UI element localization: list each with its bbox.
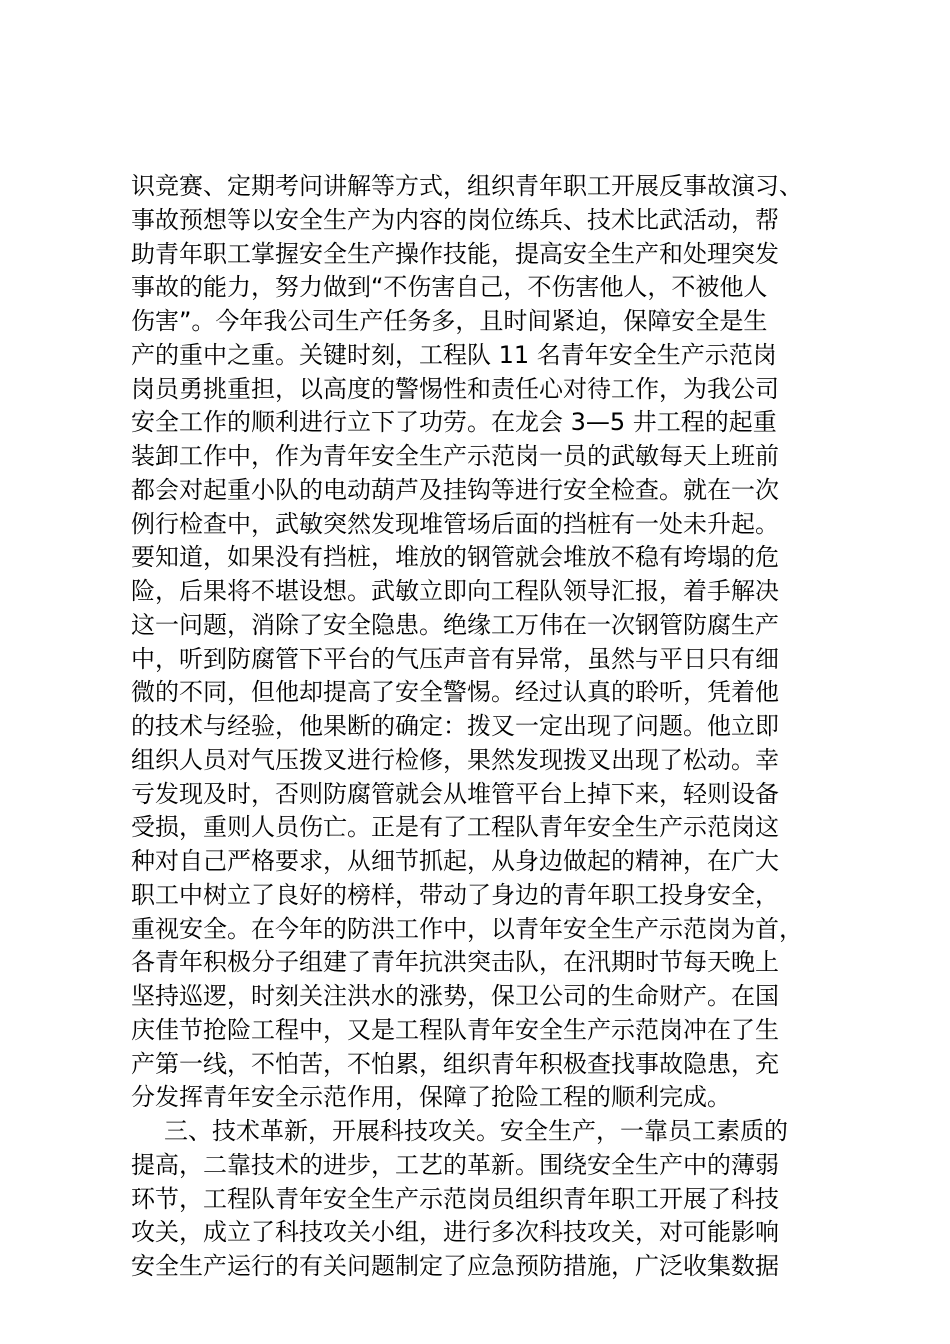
body-text (131, 170, 851, 1284)
text-line: 组织人员对气压拨叉进行检修，果然发现拨叉出现了松动。幸 (131, 745, 779, 774)
text-line: 微的不同，但他却提高了安全警惕。经过认真的聆听，凭着他 (131, 678, 779, 707)
text-line: 事故预想等以安全生产为内容的岗位练兵、技术比武活动，帮 (131, 205, 779, 234)
text-line: 攻关，成立了科技攻关小组，进行多次科技攻关，对可能影响 (131, 1218, 779, 1247)
text-line: 例行检查中，武敏突然发现堆管场后面的挡桩有一处未升起。 (131, 509, 779, 538)
text-line: 分发挥青年安全示范作用，保障了抢险工程的顺利完成。 (131, 1083, 731, 1112)
text-line: 种对自己严格要求，从细节抓起，从身边做起的精神，在广大 (131, 847, 779, 875)
text-line: 庆佳节抢险工程中，又是工程队青年安全生产示范岗冲在了生 (131, 1015, 779, 1044)
text-line: 各青年积极分子组建了青年抗洪突击队，在汛期时节每天晚上 (131, 948, 779, 977)
text-line: 都会对起重小队的电动葫芦及挂钩等进行安全检查。就在一次 (131, 475, 779, 504)
text-line: 这一问题，消除了安全隐患。绝缘工万伟在一次钢管防腐生产 (131, 610, 779, 639)
text-line: 亏发现及时，否则防腐管就会从堆管平台上掉下来，轻则设备 (131, 779, 779, 808)
text-line: 安全生产运行的有关问题制定了应急预防措施，广泛收集数据 (131, 1252, 779, 1280)
text-line: 提高，二靠技术的进步，工艺的革新。围绕安全生产中的薄弱 (131, 1150, 779, 1179)
section-heading-line: 三、技术革新，开展科技攻关。安全生产，一靠员工素质的 (164, 1117, 788, 1145)
text-line: 中，听到防腐管下平台的气压声音有异常，虽然与平日只有细 (131, 644, 779, 673)
text-line: 重视安全。在今年的防洪工作中，以青年安全生产示范岗为首， (131, 914, 803, 943)
text-line: 伤害”。今年我公司生产任务多，且时间紧迫，保障安全是生 (131, 307, 768, 335)
text-line: 职工中树立了良好的榜样，带动了身边的青年职工投身安全， (131, 880, 779, 909)
text-line: 产第一线，不怕苦，不怕累，组织青年积极查找事故隐患，充 (131, 1049, 779, 1078)
text-line: 的技术与经验，他果断的确定：拨叉一定出现了问题。他立即 (131, 712, 779, 740)
text-line: 识竞赛、定期考问讲解等方式，组织青年职工开展反事故演习、 (131, 172, 803, 200)
text-line: 安全工作的顺利进行立下了功劳。在龙会 3—5 井工程的起重 (131, 408, 777, 437)
text-line: 坚持巡逻，时刻关注洪水的涨势，保卫公司的生命财产。在国 (131, 982, 779, 1010)
text-line: 要知道，如果没有挡桩，堆放的钢管就会堆放不稳有垮塌的危 (131, 543, 779, 572)
text-line: 环节，工程队青年安全生产示范岗员组织青年职工开展了科技 (131, 1184, 779, 1213)
text-line: 产的重中之重。关键时刻，工程队 11 名青年安全生产示范岗 (131, 340, 777, 369)
text-line: 事故的能力，努力做到“不伤害自己，不伤害他人，不被他人 (131, 273, 768, 302)
text-line: 险，后果将不堪设想。武敏立即向工程队领导汇报，着手解决 (131, 577, 779, 605)
text-line: 装卸工作中，作为青年安全生产示范岗一员的武敏每天上班前 (131, 442, 779, 470)
text-line: 助青年职工掌握安全生产操作技能，提高安全生产和处理突发 (131, 239, 779, 268)
text-line: 受损，重则人员伤亡。正是有了工程队青年安全生产示范岗这 (131, 813, 779, 842)
text-line: 岗员勇挑重担，以高度的警惕性和责任心对待工作，为我公司 (131, 374, 779, 403)
